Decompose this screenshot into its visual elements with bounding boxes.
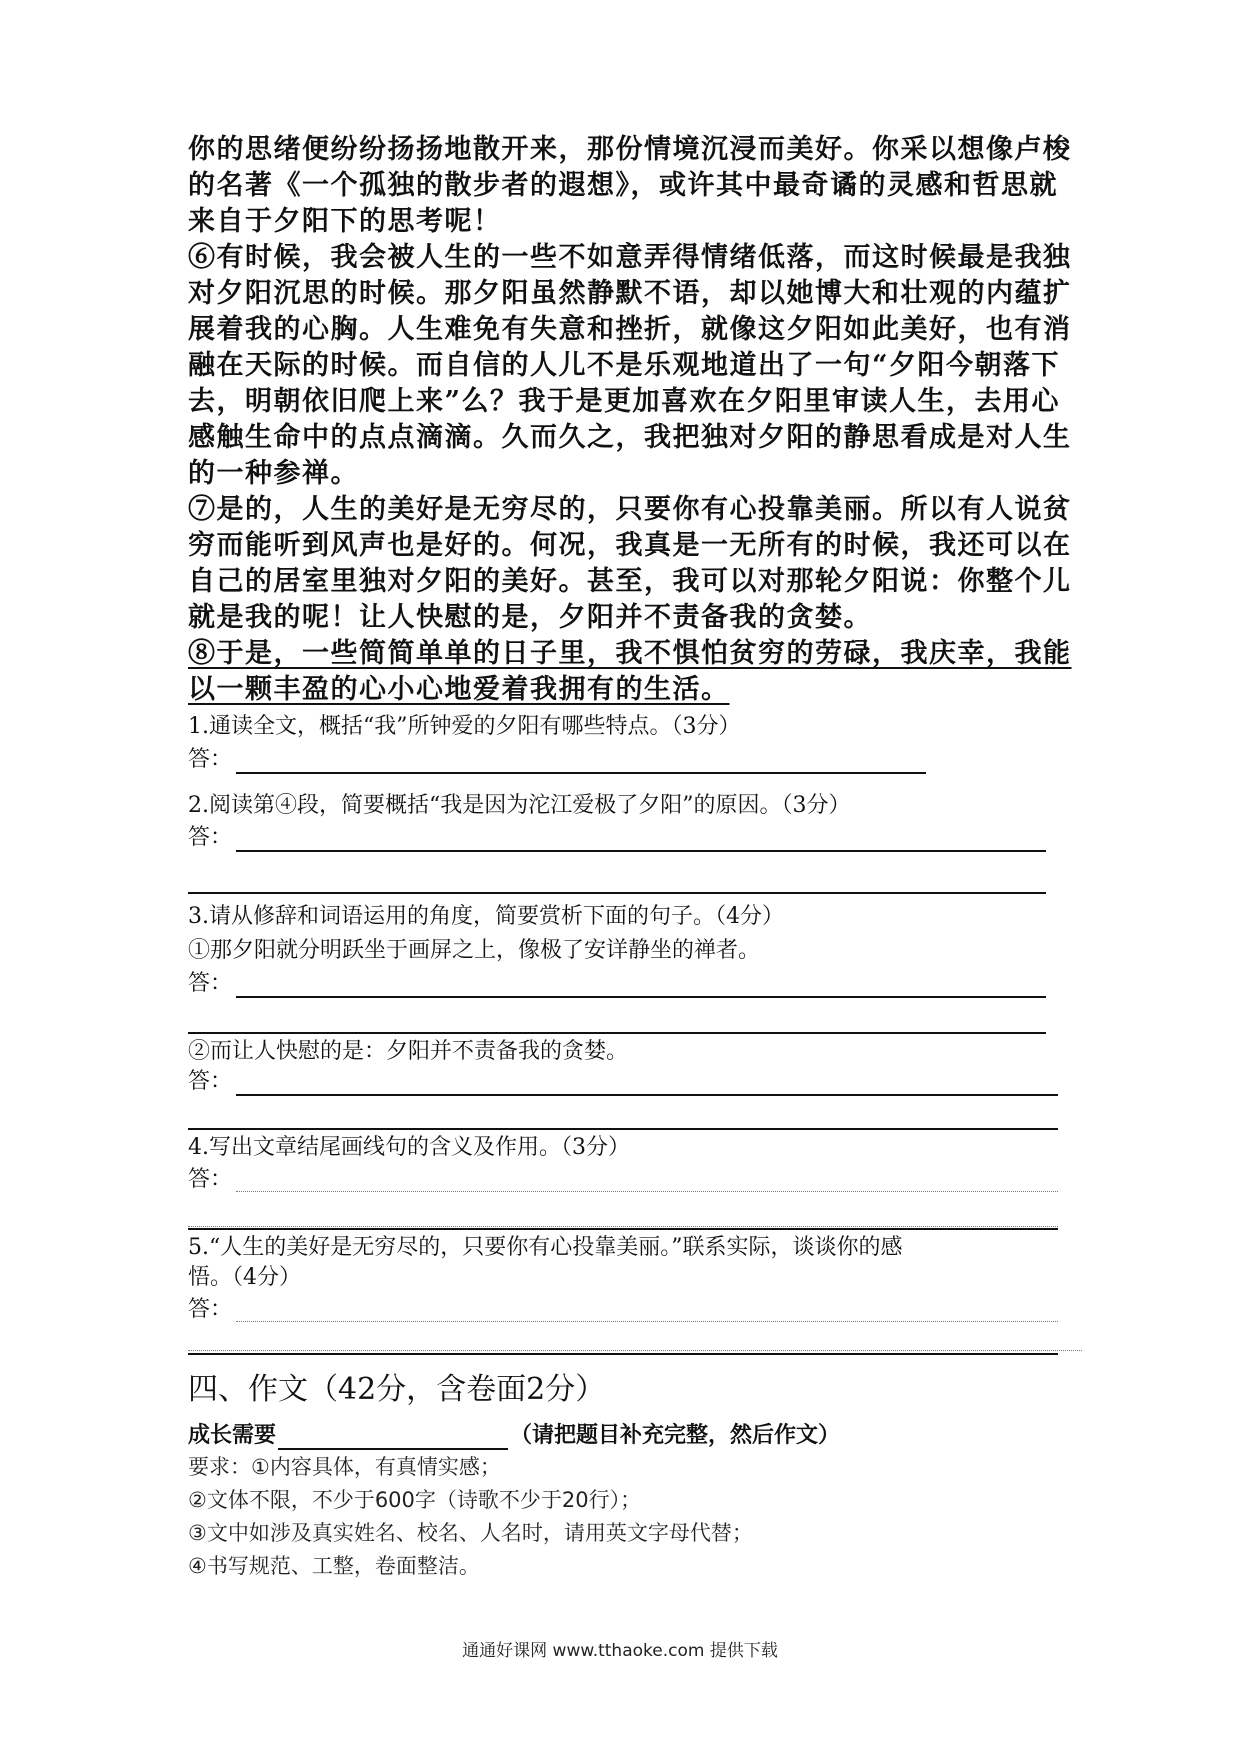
- answer-line-dotted[interactable]: [188, 1226, 1058, 1227]
- answer-line[interactable]: [236, 772, 926, 774]
- passage-line: 去，明朝依旧爬上来”么？我于是更加喜欢在夕阳里审读人生，去用心: [188, 386, 1061, 417]
- answer-line[interactable]: [188, 1228, 1058, 1230]
- requirement-1: 要求：①内容具体，有真情实感；: [188, 1455, 501, 1479]
- passage-line: 就是我的呢！让人快慰的是，夕阳并不责备我的贪婪。: [188, 602, 872, 633]
- topic-prefix: 成长需要: [188, 1422, 277, 1448]
- question-3-sentence-b: ②而让人快慰的是：夕阳并不责备我的贪婪。: [188, 1039, 629, 1064]
- question-4: 4.写出文章结尾画线句的含义及作用。（3分）: [188, 1135, 630, 1160]
- topic-blank[interactable]: [278, 1424, 508, 1450]
- answer-label: 答：: [188, 1297, 233, 1322]
- underlined-sentence-line: ⑧于是，一些简简单单的日子里，我不惧怕贫穷的劳碌，我庆幸，我能: [188, 638, 1072, 669]
- passage-line: 感触生命中的点点滴滴。久而久之，我把独对夕阳的静思看成是对人生: [188, 422, 1072, 453]
- answer-line[interactable]: [188, 892, 1046, 894]
- composition-topic: [188, 1420, 840, 1450]
- answer-line-dotted[interactable]: [236, 1191, 1058, 1192]
- requirement-4: ④书写规范、工整，卷面整洁。: [188, 1554, 480, 1578]
- passage-line: 融在天际的时候。而自信的人儿不是乐观地道出了一句“夕阳今朝落下: [188, 350, 1061, 381]
- passage-line: 的一种参禅。: [188, 458, 359, 489]
- passage-line: 的名著《一个孤独的散步者的遐想》，或许其中最奇谲的灵感和哲思就: [188, 170, 1058, 201]
- passage-line: 穷而能听到风声也是好的。何况，我真是一无所有的时候，我还可以在: [188, 530, 1072, 561]
- answer-line-dotted[interactable]: [188, 1350, 1082, 1351]
- passage-line: ⑦是的，人生的美好是无穷尽的，只要你有心投靠美丽。所以有人说贫: [188, 494, 1072, 525]
- question-5-line-2: 悟。（4分）: [188, 1265, 301, 1290]
- question-3-sentence-a: ①那夕阳就分明跃坐于画屏之上，像极了安详静坐的禅者。: [188, 938, 761, 963]
- passage-line: 你的思绪便纷纷扬扬地散开来，那份情境沉浸而美好。你采以想像卢梭: [188, 134, 1072, 165]
- requirement-2: ②文体不限，不少于600字（诗歌不少于20行）；: [188, 1488, 642, 1512]
- passage-paragraph-8: [188, 636, 1072, 708]
- question-1: 1.通读全文，概括“我”所钟爱的夕阳有哪些特点。（3分）: [188, 714, 741, 739]
- answer-label: 答：: [188, 747, 233, 772]
- passage-paragraph-7: [188, 492, 1072, 636]
- passage-line: ⑥有时候，我会被人生的一些不如意弄得情绪低落，而这时候最是我独: [188, 242, 1072, 273]
- footer-source: 通通好课网 www.tthaoke.com 提供下载: [462, 1641, 778, 1661]
- question-3: 3.请从修辞和词语运用的角度，简要赏析下面的句子。（4分）: [188, 904, 784, 929]
- answer-line[interactable]: [188, 1032, 1046, 1034]
- passage-line: 展着我的心胸。人生难免有失意和挫折，就像这夕阳如此美好，也有消: [188, 314, 1072, 345]
- answer-label: 答：: [188, 825, 233, 850]
- answer-line[interactable]: [188, 1128, 1058, 1130]
- underlined-sentence-line: 以一颗丰盈的心小心地爱着我拥有的生活。: [188, 674, 730, 705]
- topic-suffix: （请把题目补充完整，然后作文）: [510, 1422, 841, 1448]
- answer-label: 答：: [188, 1167, 233, 1192]
- passage-paragraph-6: [188, 240, 1072, 492]
- answer-line-dotted[interactable]: [236, 1321, 1058, 1322]
- answer-line[interactable]: [236, 850, 1046, 852]
- answer-label: 答：: [188, 971, 233, 996]
- answer-line[interactable]: [236, 1094, 1058, 1096]
- answer-label: 答：: [188, 1069, 233, 1094]
- passage-paragraph-5-end: [188, 132, 1072, 240]
- passage-line: 自己的居室里独对夕阳的美好。甚至，我可以对那轮夕阳说：你整个儿: [188, 566, 1072, 597]
- question-5-line-1: 5.“人生的美好是无穷尽的，只要你有心投靠美丽。”联系实际，谈谈你的感: [188, 1235, 903, 1260]
- passage-line: 对夕阳沉思的时候。那夕阳虽然静默不语，却以她博大和壮观的内蕴扩: [188, 278, 1072, 309]
- requirement-3: ③文中如涉及真实姓名、校名、人名时，请用英文字母代替；: [188, 1521, 753, 1545]
- section-title-composition: 四、作文（42分，含卷面2分）: [188, 1372, 606, 1407]
- answer-line[interactable]: [236, 996, 1046, 998]
- passage-line: 来自于夕阳下的思考呢！: [188, 206, 502, 237]
- question-2: 2.阅读第④段，简要概括“我是因为沱江爱极了夕阳”的原因。（3分）: [188, 793, 851, 818]
- answer-line[interactable]: [188, 1353, 1058, 1355]
